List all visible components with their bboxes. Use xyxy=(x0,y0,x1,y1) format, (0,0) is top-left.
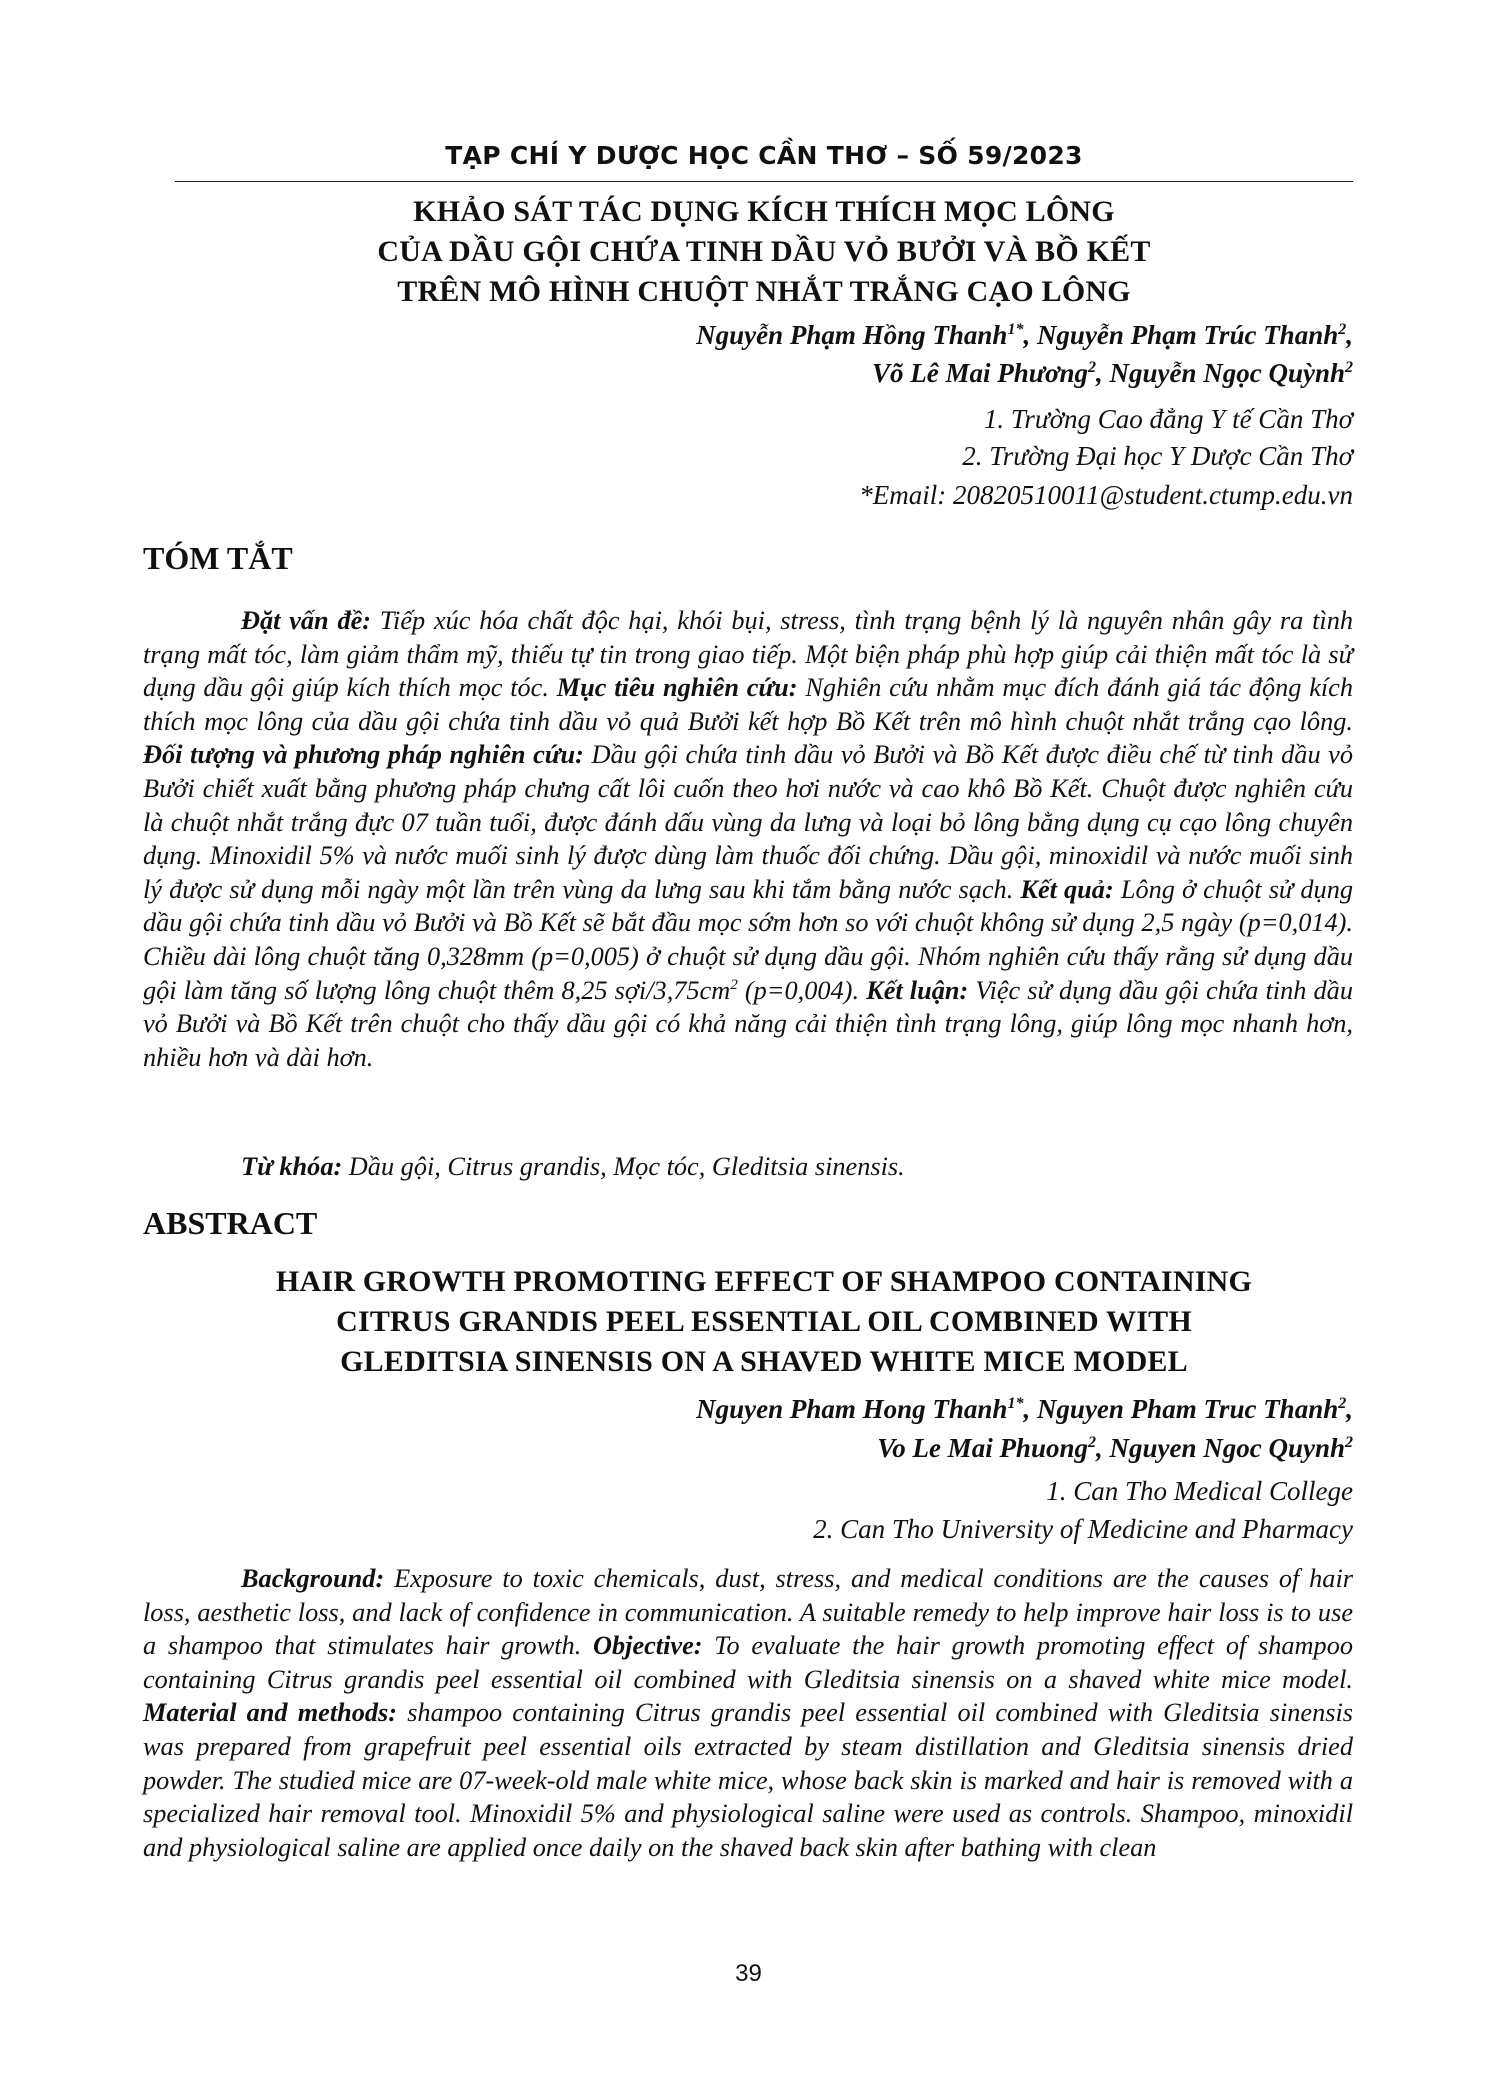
vn-title-line: KHẢO SÁT TÁC DỤNG KÍCH THÍCH MỌC LÔNG xyxy=(413,195,1115,228)
en-label-methods: Material and methods: xyxy=(143,1698,398,1728)
author-mark: 2 xyxy=(1087,1434,1096,1451)
author-mark: 2 xyxy=(1345,1434,1353,1451)
vn-keywords xyxy=(143,1150,1353,1184)
vn-abstract-paragraph xyxy=(143,604,1353,1074)
en-abstract-paragraph xyxy=(143,1562,1353,1864)
vn-label-results: Kết quả: xyxy=(1020,874,1114,904)
en-affiliation-1: 1. Can Tho Medical College xyxy=(1046,1476,1353,1506)
vn-title-line: CỦA DẦU GỘI CHỨA TINH DẦU VỎ BƯỞI VÀ BỒ KẾT xyxy=(377,235,1151,268)
en-label-background: Background: xyxy=(241,1564,385,1593)
en-label-objective: Objective: xyxy=(593,1631,703,1661)
author-mark: 1* xyxy=(1007,321,1024,338)
vn-authors-line-2 xyxy=(872,358,1353,389)
en-authors-line-1 xyxy=(696,1394,1353,1425)
en-title-line: GLEDITSIA SINENSIS ON A SHAVED WHITE MICE MODEL xyxy=(340,1345,1188,1378)
vn-text-superscript: 2 xyxy=(730,976,738,993)
vn-keywords-label: Từ khóa: xyxy=(241,1152,343,1181)
page-number: 39 xyxy=(735,1960,762,1987)
journal-header: TẠP CHÍ Y DƯỢC HỌC CẦN THƠ – SỐ 59/2023 xyxy=(445,141,1083,170)
author-mark: 2 xyxy=(1338,1395,1347,1412)
author-mark: 2 xyxy=(1345,359,1353,376)
author-name: , Nguyễn Phạm Trúc Thanh xyxy=(1023,320,1339,350)
vn-email: *Email: 20820510011@student.ctump.edu.vn xyxy=(859,480,1353,510)
vn-text-results-end: (p=0,004). xyxy=(737,975,867,1005)
vn-text-conclusion: Việc sử dụng dầu gội chứa tinh dầu vỏ Bưởi và Bồ Kết trên chuột cho thấy dầu gội có khả năng cải thiện tình trạng lông, giúp lông mọc nhanh hơn, nhiều hơn và dài hơn. xyxy=(143,975,1353,1072)
author-separator: , xyxy=(1346,320,1353,350)
author-mark: 2 xyxy=(1338,321,1347,338)
vn-affiliation-2: 2. Trường Đại học Y Dược Cần Thơ xyxy=(962,441,1353,471)
en-title xyxy=(175,1262,1353,1382)
en-affiliation-2: 2. Can Tho University of Medicine and Pharmacy xyxy=(813,1514,1353,1544)
author-name: Nguyễn Phạm Hồng Thanh xyxy=(696,320,1008,350)
vn-keywords-text: Dầu gội, Citrus grandis, Mọc tóc, Gleditsia sinensis. xyxy=(342,1152,905,1181)
vn-text-objective: Nghiên cứu nhằm mục đích đánh giá tác động kích thích mọc lông của dầu gội chứa tinh dầu vỏ quả Bưởi kết hợp Bồ Kết trên mô hình chuột nhắt trắng cạo lông. xyxy=(143,673,1354,736)
author-name: , Nguyen Pham Truc Thanh xyxy=(1023,1394,1339,1424)
author-mark: 1* xyxy=(1007,1395,1024,1412)
author-name: , Nguyễn Ngọc Quỳnh xyxy=(1095,358,1345,388)
vn-title-line: TRÊN MÔ HÌNH CHUỘT NHẮT TRẮNG CẠO LÔNG xyxy=(397,275,1131,308)
author-name: Võ Lê Mai Phương xyxy=(872,358,1088,388)
vn-text-background: Tiếp xúc hóa chất độc hại, khói bụi, stress, tình trạng bệnh lý là nguyên nhân gây ra tình trạng mất tóc, làm giảm thẩm mỹ, thiếu tự tin trong giao tiếp. Một biện pháp phù hợp giúp cải thiện mất tóc là sử dụng dầu gội giúp kích thích mọc tóc. xyxy=(143,606,1353,703)
en-text-objective: To evaluate the hair growth promoting effect of shampoo containing Citrus grandis peel essential oil combined with Gleditsia sinensis on a shaved white mice model. xyxy=(143,1631,1353,1694)
vn-label-background: Đặt vấn đề: xyxy=(241,606,372,635)
en-title-line: CITRUS GRANDIS PEEL ESSENTIAL OIL COMBINED WITH xyxy=(336,1305,1192,1338)
author-separator: , xyxy=(1346,1394,1353,1424)
vn-label-objective: Mục tiêu nghiên cứu: xyxy=(556,673,798,703)
vn-text-results: Lông ở chuột sử dụng dầu gội chứa tinh dầu vỏ Bưởi và Bồ Kết sẽ bắt đầu mọc sớm hơn so với chuột không sử dụng 2,5 ngày (p=0,014). Chiều dài lông chuột tăng 0,328mm (p=0,005) ở chuột sử dụng dầu gội. Nhóm nghiên cứu thấy rằng sử dụng dầu gội làm tăng số lượng lông chuột thêm 8,25 sợi/3,75cm xyxy=(143,874,1353,1005)
author-mark: 2 xyxy=(1087,359,1096,376)
en-authors-line-2 xyxy=(877,1433,1353,1464)
vn-affiliation-1: 1. Trường Cao đẳng Y tế Cần Thơ xyxy=(983,404,1353,434)
vn-title xyxy=(175,192,1353,312)
vn-text-methods: Dầu gội chứa tinh dầu vỏ Bưởi và Bồ Kết được điều chế từ tinh dầu vỏ Bưởi chiết xuất bằng phương pháp chưng cất lôi cuốn theo hơi nước và cao khô Bồ Kết. Chuột được nghiên cứu là chuột nhắt trắng đực 07 tuần tuổi, được đánh dấu vùng da lưng và loại bỏ lông bằng dụng cụ cạo lông chuyên dụng. Minoxidil 5% và nước muối sinh lý được dùng làm thuốc đối chứng. Dầu gội, minoxidil và nước muối sinh lý được sử dụng mỗi ngày một lần trên vùng da lưng sau khi tắm bằng nước sạch. xyxy=(143,740,1353,904)
author-name: Vo Le Mai Phuong xyxy=(877,1433,1088,1463)
vn-section-heading: TÓM TẮT xyxy=(143,540,293,576)
author-name: , Nguyen Ngoc Quynh xyxy=(1095,1433,1345,1463)
en-section-heading: ABSTRACT xyxy=(143,1205,318,1241)
author-name: Nguyen Pham Hong Thanh xyxy=(696,1394,1008,1424)
vn-label-methods: Đối tượng và phương pháp nghiên cứu: xyxy=(143,740,584,770)
vn-authors-line-1 xyxy=(696,320,1353,351)
en-text-methods: shampoo containing Citrus grandis peel essential oil combined with Gleditsia sinensis was prepared from grapefruit peel essential oils extracted by steam distillation and Gleditsia sinensis dried powder. The studied mice are 07-week-old male white mice, whose back skin is marked and hair is removed with a specialized hair removal tool. Minoxidil 5% and physiological saline were used as controls. Shampoo, minoxidil and physiological saline are applied once daily on the shaved back skin after bathing with clean xyxy=(143,1698,1354,1862)
header-divider xyxy=(175,181,1353,182)
en-text-background: Exposure to toxic chemicals, dust, stress, and medical conditions are the causes of hair loss, aesthetic loss, and lack of confidence in communication. A suitable remedy to help improve hair loss is to use a shampoo that stimulates hair growth. xyxy=(143,1564,1353,1661)
vn-label-conclusion: Kết luận: xyxy=(866,975,969,1005)
en-title-line: HAIR GROWTH PROMOTING EFFECT OF SHAMPOO CONTAINING xyxy=(275,1265,1253,1298)
